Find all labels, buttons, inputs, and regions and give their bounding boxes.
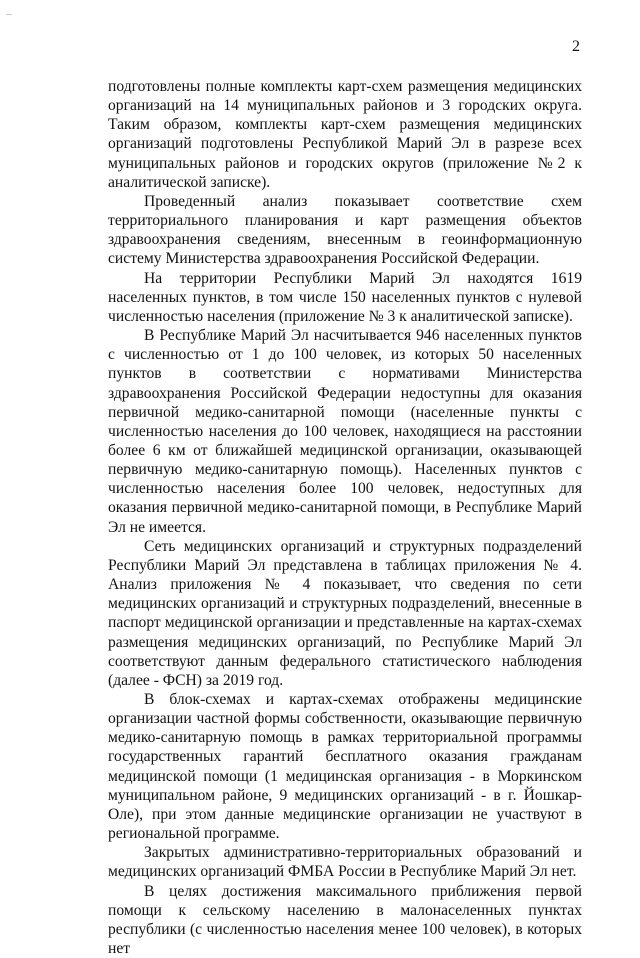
paragraph-closed-territories: Закрытых административно-территориальных образований и медицинских организаций ФМБА России в Республике Марий Эл нет.	[108, 844, 582, 881]
scan-edge-mark	[6, 14, 12, 15]
paragraph-analysis: Проведенный анализ показывает соответствие схем территориального планирования и карт размещения объектов здравоохранения сведениям, внесенным в геоинформационную систему Министерства здравоохранения Российской Федерации.	[108, 192, 582, 268]
paragraph-small-settlements: В Республике Марий Эл насчитывается 946 населенных пунктов с численностью от 1 до 100 человек, из которых 50 населенных пунктов в соответствии с нормативами Министерства здравоохранения Российской Федерации недоступны для оказания первичной медико-санитарной помощи (населенные пункты с численностью населения до 100 человек, находящиеся на расстоянии более 6 км от ближайшей медицинской организации, оказывающей первичную медико-санитарную помощь). Населенных пунктов с численностью населения более 100 человек, недоступных для оказания первичной медико-санитарной помощи, в Республике Марий Эл не имеется.	[108, 327, 582, 536]
paragraph-medical-network: Сеть медицинских организаций и структурных подразделений Республики Марий Эл представлена в таблицах приложения № 4. Анализ приложения № 4 показывает, что сведения по сети медицинских организаций и структурных подразделений, внесенные в паспорт медицинской организации и представленные на картах-схемах размещения медицинских организаций, по Республике Марий Эл соответствуют данным федерального статистического наблюдения (далее - ФСН) за 2019 год.	[108, 537, 582, 689]
paragraph-continuation: подготовлены полные комплекты карт-схем размещения медицинских организаций на 14 муниципальных районов и 3 городских округа. Таким образом, комплекты карт-схем размещения медицинских организаций подготовлены Республикой Марий Эл в разрезе всех муниципальных районов и городских округов (приложение №2 к аналитической записке).	[108, 78, 582, 191]
paragraph-settlements-count: На территории Республики Марий Эл находятся 1619 населенных пунктов, в том числе 150 населенных пунктов с нулевой численностью населения (приложение № 3 к аналитической записке).	[108, 269, 582, 325]
page-number: 2	[572, 38, 580, 55]
document-body	[108, 77, 582, 958]
paragraph-private-organizations: В блок-схемах и картах-схемах отображены медицинские организации частной формы собственности, оказывающие первичную медико-санитарную помощь в рамках территориальной программы государственных гарантий бесплатного оказания гражданам медицинской помощи (1 медицинская организация - в Моркинском муниципальном районе, 9 медицинских организаций - в г. Йошкар-Оле), при этом данные медицинские организации не участвуют в региональной программе.	[108, 691, 582, 843]
paragraph-first-aid: В целях достижения максимального приближения первой помощи к сельскому населению в малонаселенных пунктах республики (с численностью населения менее 100 человек), в которых нет	[108, 882, 582, 958]
